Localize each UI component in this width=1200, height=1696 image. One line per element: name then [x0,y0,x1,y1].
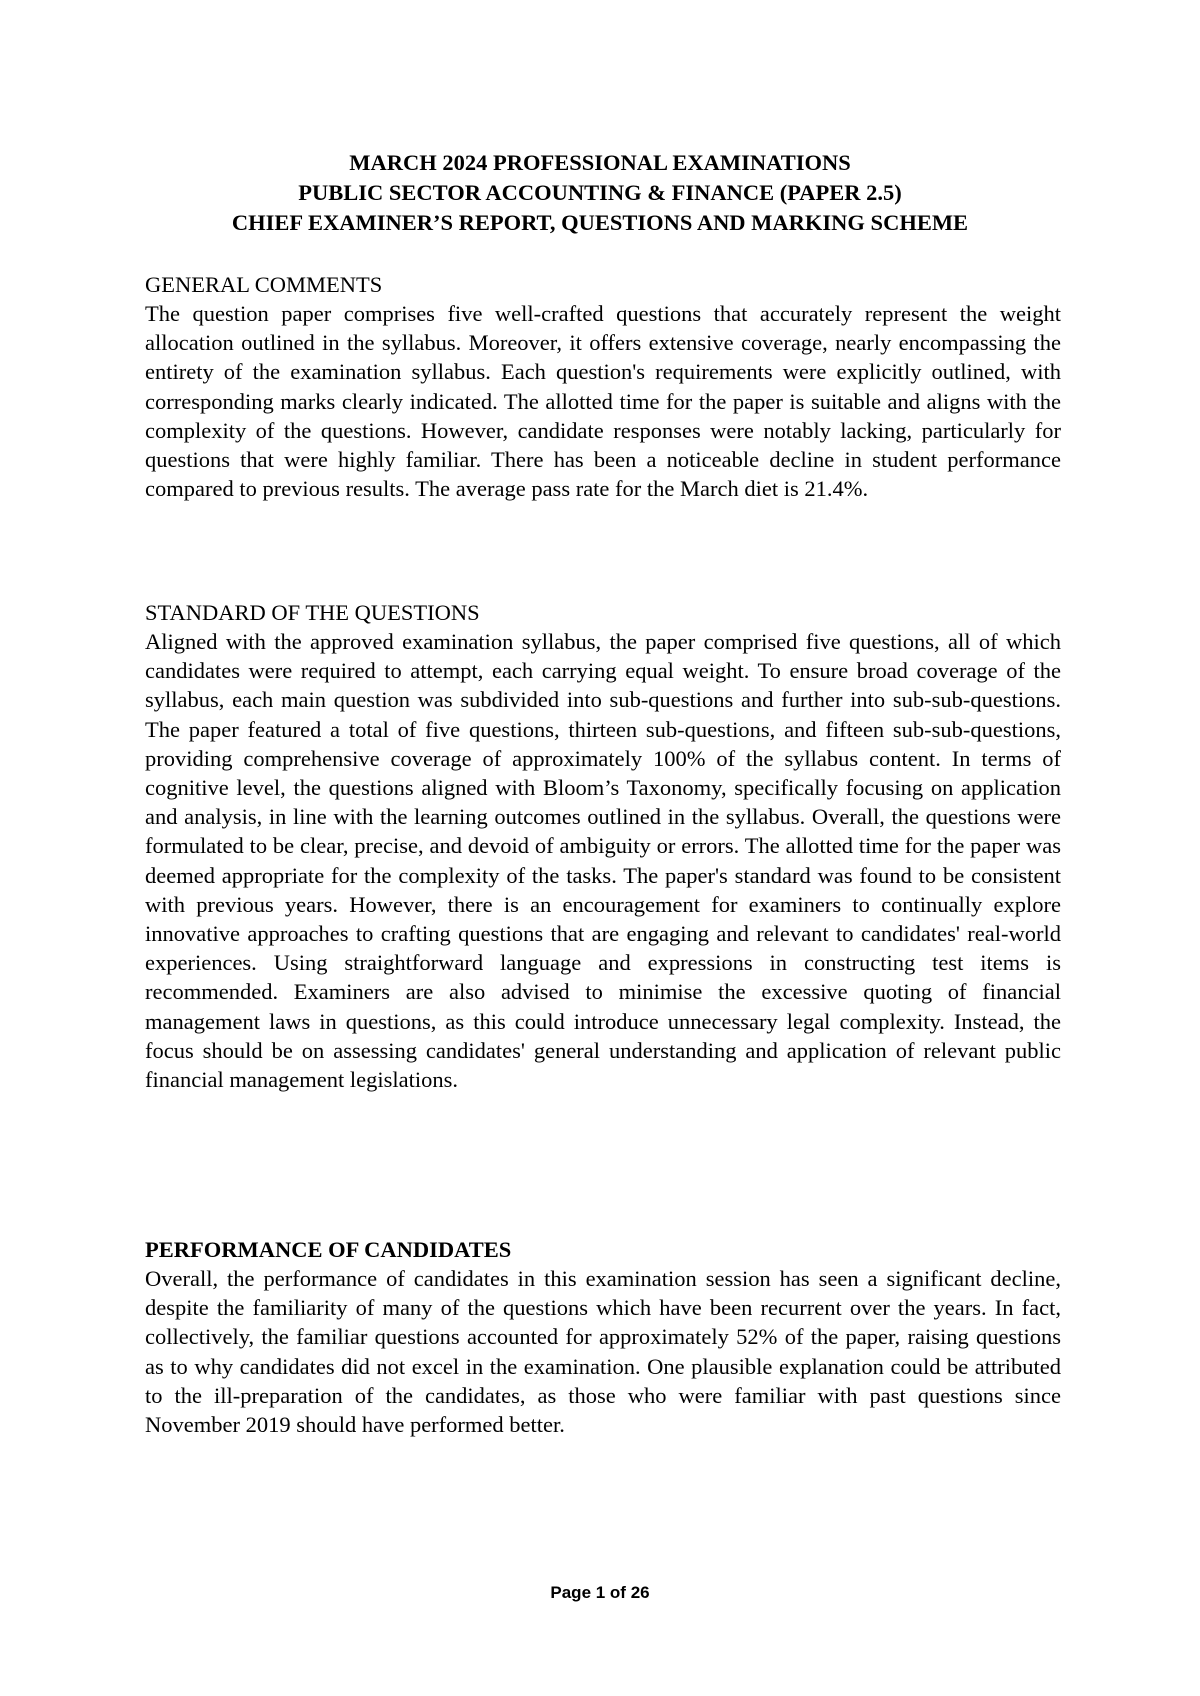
header-report-title: CHIEF EXAMINER’S REPORT, QUESTIONS AND MARKING SCHEME [231,210,969,235]
section-standard-of-questions [145,598,1061,1094]
section-paragraph: Aligned with the approved examination syllabus, the paper comprised five questions, all of which candidates were required to attempt, each carrying equal weight. To ensure broad coverage of the syllabus, each main question was subdivided into sub-questions and further into sub-sub-questions. The paper featured a total of five questions, thirteen sub-questions, and fifteen sub-sub-questions, providing comprehensive coverage of approximately 100% of the syllabus content. In terms of cognitive level, the questions aligned with Bloom’s Taxonomy, specifically focusing on application and analysis, in line with the learning outcomes outlined in the syllabus. Overall, the questions were formulated to be clear, precise, and devoid of ambiguity or errors. The allotted time for the paper was deemed appropriate for the complexity of the tasks. The paper's standard was found to be consistent with previous years. However, there is an encouragement for examiners to continually explore innovative approaches to crafting questions that are engaging and relevant to candidates' real-world experiences. Using straightforward language and expressions in constructing test items is recommended. Examiners are also advised to minimise the excessive quoting of financial management laws in questions, as this could introduce unnecessary legal complexity. Instead, the focus should be on assessing candidates' general understanding and application of relevant public financial management legislations. [145,629,1061,1093]
section-paragraph: The question paper comprises five well-crafted questions that accurately represent the weight allocation outlined in the syllabus. Moreover, it offers extensive coverage, nearly encompassing the entirety of the examination syllabus. Each question's requirements were explicitly outlined, with corresponding marks clearly indicated. The allotted time for the paper is suitable and aligns with the complexity of the questions. However, candidate responses were notably lacking, particularly for questions that were highly familiar. There has been a noticeable decline in student performance compared to previous results. The average pass rate for the March diet is 21.4%. [145,301,1061,502]
page-number: Page 1 of 26 [550,1583,650,1602]
section-heading: STANDARD OF THE QUESTIONS [145,600,480,625]
section-general-comments [145,270,1061,503]
header-exam-title: MARCH 2024 PROFESSIONAL EXAMINATIONS [349,150,851,175]
section-heading: GENERAL COMMENTS [145,272,383,297]
section-heading: PERFORMANCE OF CANDIDATES [145,1237,512,1262]
section-performance-of-candidates [145,1235,1061,1439]
header-paper-title: PUBLIC SECTOR ACCOUNTING & FINANCE (PAPER 2.5) [298,180,902,205]
document-header [0,148,1200,238]
section-paragraph: Overall, the performance of candidates in this examination session has seen a significant decline, despite the familiarity of many of the questions which have been recurrent over the years. In fact, collectively, the familiar questions accounted for approximately 52% of the paper, raising questions as to why candidates did not excel in the examination. One plausible explanation could be attributed to the ill-preparation of the candidates, as those who were familiar with past questions since November 2019 should have performed better. [145,1266,1061,1438]
